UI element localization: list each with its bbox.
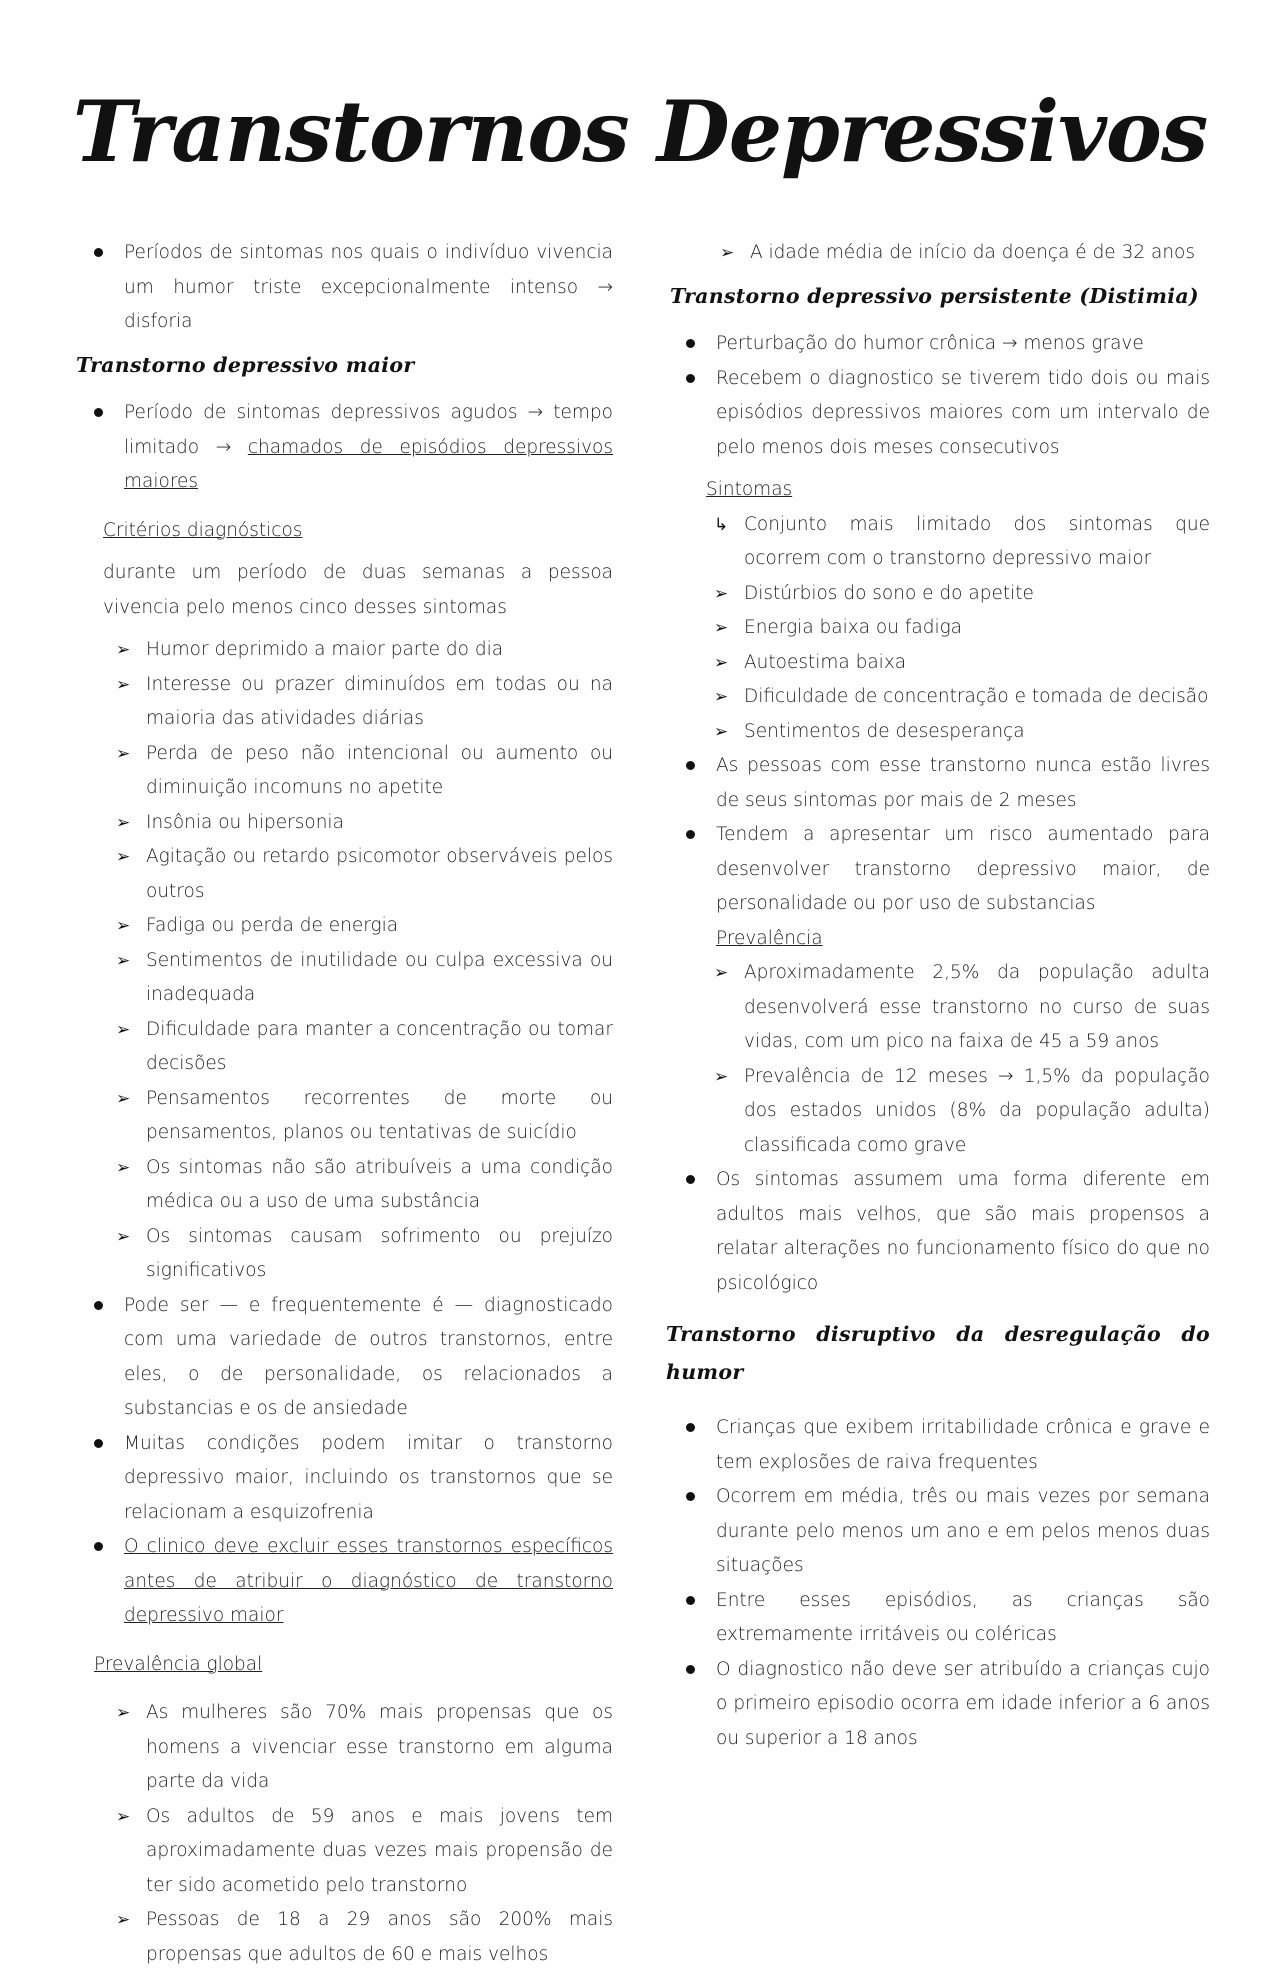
list-item xyxy=(710,611,1210,646)
list-item xyxy=(112,668,613,737)
list-item xyxy=(670,818,1210,922)
arrow-bullet-icon: ➢ xyxy=(714,721,729,742)
arrow-bullet-icon: ➢ xyxy=(714,652,729,673)
mdd-notes-list xyxy=(78,1289,613,1634)
list-item xyxy=(710,1060,1210,1164)
list-item xyxy=(710,956,1210,1060)
list-item xyxy=(670,327,1210,362)
comorbidity-text: Pode ser — e frequentemente é — diagnosticado com uma variedade de outros transtornos, entre eles, o de personalidade, os relacionados a substancias e os de ansiedade xyxy=(124,1294,613,1419)
list-item xyxy=(710,577,1210,612)
symptoms-label: Sintomas xyxy=(706,479,793,500)
list-item xyxy=(78,236,613,340)
list-item-text: Os adultos de 59 anos e mais jovens tem aproximadamente duas vezes mais propensão de ter sido acometido pelo transtorno xyxy=(146,1805,613,1896)
dysthymia-notes-list xyxy=(670,749,1210,922)
list-item xyxy=(78,396,613,500)
list-item-text: Prevalência de 12 meses → 1,5% da população dos estados unidos (8% da população adulta) classificada como grave xyxy=(744,1065,1210,1156)
exclusion-text: O clinico deve excluir esses transtornos específicos antes de atribuir o diagnóstico de transtorno depressivo maior xyxy=(124,1536,613,1626)
arrow-bullet-icon: ➢ xyxy=(714,618,729,638)
arrow-bullet-icon: ➢ xyxy=(116,1703,131,1723)
list-item xyxy=(670,1584,1210,1653)
list-item xyxy=(112,1903,613,1972)
global-prevalence-label: Prevalência global xyxy=(94,1653,263,1675)
arrow-bullet-icon: ➢ xyxy=(714,687,729,707)
list-item-text: Fadiga ou perda de energia xyxy=(146,915,399,936)
list-item-text: Pessoas de 18 a 29 anos são 200% mais propensas que adultos de 60 e mais velhos xyxy=(146,1909,613,1965)
left-column xyxy=(78,236,613,1972)
dmdd-between-episodes-text: Entre esses episódios, as crianças são extremamente irritáveis ou coléricas xyxy=(716,1589,1210,1645)
arrow-bullet-icon: ➢ xyxy=(116,1019,131,1040)
return-arrow-icon: ↳ xyxy=(714,514,729,535)
list-item xyxy=(112,944,613,1013)
list-item-text: Os sintomas não são atribuíveis a uma condição médica ou a uso de uma substância xyxy=(146,1156,613,1212)
arrow-bullet-icon: ➢ xyxy=(116,812,131,833)
heading-mdd: Transtorno depressivo maior xyxy=(76,352,415,377)
older-adults-text: Os sintomas assumem uma forma diferente em adultos mais velhos, que são mais propensos a relatar alterações no funcionamento físico do que no psicológico xyxy=(716,1169,1210,1294)
mdd-period-text: Período de sintomas depressivos agudos → tempo limitado → xyxy=(124,402,613,458)
list-item xyxy=(112,1696,613,1800)
arrow-bullet-icon: ➢ xyxy=(116,1088,131,1109)
list-item xyxy=(112,909,613,944)
onset-list xyxy=(716,236,1210,271)
risk-text: Tendem a apresentar um risco aumentado para desenvolver transtorno depressivo maior, de personalidade ou por uso de substancias xyxy=(716,824,1210,914)
dmdd-irritability-text: Crianças que exibem irritabilidade crônica e grave e tem explosões de raiva frequentes xyxy=(716,1417,1210,1473)
arrow-bullet-icon: ➢ xyxy=(714,1066,729,1087)
list-item xyxy=(670,749,1210,818)
arrow-bullet-icon: ➢ xyxy=(116,1226,131,1247)
intro-text: Períodos de sintomas nos quais o indivíduo vivencia um humor triste excepcionalmente intenso → disforia xyxy=(124,242,613,332)
heading-dmdd: Transtorno disruptivo da desregulação do humor xyxy=(666,1322,1210,1384)
list-item-text: Sentimentos de inutilidade ou culpa excessiva ou inadequada xyxy=(146,949,613,1005)
arrow-bullet-icon: ➢ xyxy=(116,1910,131,1930)
list-item xyxy=(710,646,1210,681)
list-item xyxy=(710,715,1210,750)
global-prevalence-list xyxy=(112,1696,613,1972)
arrow-bullet-icon: ➢ xyxy=(116,950,131,971)
arrow-bullet-icon: ➢ xyxy=(714,963,729,983)
list-item xyxy=(112,633,613,668)
list-item-text: Pensamentos recorrentes de morte ou pensamentos, planos ou tentativas de suicídio xyxy=(146,1087,613,1143)
arrow-bullet-icon: ➢ xyxy=(116,847,131,867)
mdd-period-underlined: chamados de episódios depressivos maiores xyxy=(124,436,613,492)
arrow-bullet-icon: ➢ xyxy=(116,1806,131,1827)
list-item xyxy=(112,1151,613,1220)
list-item-text: Os sintomas causam sofrimento ou prejuízo significativos xyxy=(146,1225,613,1281)
list-item-text: Dificuldade de concentração e tomada de decisão xyxy=(744,686,1209,707)
list-item xyxy=(112,840,613,909)
list-item xyxy=(670,1480,1210,1584)
older-adults-list xyxy=(670,1163,1210,1301)
list-item-text: Dificuldade para manter a concentração ou tomar decisões xyxy=(146,1018,613,1074)
list-item xyxy=(670,1163,1210,1301)
dmdd-frequency-text: Ocorrem em média, três ou mais vezes por semana durante pelo menos um ano e em pelos menos duas situações xyxy=(716,1486,1210,1576)
list-item xyxy=(78,1289,613,1427)
arrow-bullet-icon: ➢ xyxy=(116,1157,131,1178)
symptom-free-text: As pessoas com esse transtorno nunca estão livres de seus sintomas por mais de 2 meses xyxy=(716,755,1210,811)
list-item xyxy=(78,1530,613,1634)
list-item-text: Sentimentos de desesperança xyxy=(744,720,1025,742)
list-item xyxy=(670,1653,1210,1757)
arrow-bullet-icon: ➢ xyxy=(116,640,131,660)
page-title: Transtornos Depressivos xyxy=(72,82,1208,181)
dysthymia-list xyxy=(670,327,1210,465)
dysthymia-prevalence-label: Prevalência xyxy=(716,927,823,949)
list-item xyxy=(670,362,1210,466)
criteria-symptom-list xyxy=(112,633,613,1289)
list-item xyxy=(78,1427,613,1531)
mdd-list xyxy=(78,396,613,500)
criteria-label: Critérios diagnósticos xyxy=(103,519,303,541)
list-item xyxy=(710,680,1210,715)
list-item xyxy=(112,1800,613,1904)
dmdd-list xyxy=(670,1411,1210,1756)
mimic-text: Muitas condições podem imitar o transtorno depressivo maior, incluindo os transtornos que se relacionam a esquizofrenia xyxy=(124,1432,613,1523)
arrow-bullet-icon: ➢ xyxy=(116,674,131,695)
dmdd-age-text: O diagnostico não deve ser atribuído a crianças cujo o primeiro episodio ocorra em idade inferior a 6 anos ou superior a 18 anos xyxy=(716,1658,1210,1749)
list-item-text: Insônia ou hipersonia xyxy=(146,811,344,833)
intro-list xyxy=(78,236,613,340)
list-item-text: Perda de peso não intencional ou aumento ou diminuição incomuns no apetite xyxy=(146,742,613,798)
arrow-bullet-icon: ➢ xyxy=(714,583,729,604)
list-item xyxy=(112,1220,613,1289)
list-item-text: Distúrbios do sono e do apetite xyxy=(744,582,1034,604)
onset-text: A idade média de início da doença é de 32 anos xyxy=(750,242,1196,263)
arrow-bullet-icon: ➢ xyxy=(116,743,131,764)
list-item-text: Humor deprimido a maior parte do dia xyxy=(146,639,504,660)
symptoms-intro-text: Conjunto mais limitado dos sintomas que ocorrem com o transtorno depressivo maior xyxy=(744,513,1210,569)
heading-dysthymia: Transtorno depressivo persistente (Distimia) xyxy=(670,283,1199,308)
arrow-bullet-icon: ➢ xyxy=(116,916,131,936)
list-item xyxy=(670,1411,1210,1480)
list-item-text: Aproximadamente 2,5% da população adulta desenvolverá esse transtorno no curso de suas vidas, com um pico na faixa de 45 a 59 anos xyxy=(744,962,1210,1052)
list-item xyxy=(112,806,613,841)
dysthymia-symptom-list xyxy=(710,508,1210,750)
list-item xyxy=(112,1013,613,1082)
right-column xyxy=(666,236,1210,1756)
dysthymia-diagnosis-text: Recebem o diagnostico se tiverem tido dois ou mais episódios depressivos maiores com um intervalo de pelo menos dois meses consecutivos xyxy=(716,367,1210,458)
list-item-text: Agitação ou retardo psicomotor observáveis pelos outros xyxy=(146,846,613,902)
dysthymia-prevalence-list xyxy=(710,956,1210,1163)
list-item xyxy=(710,508,1210,577)
arrow-bullet-icon: ➢ xyxy=(720,243,735,263)
list-item xyxy=(112,1082,613,1151)
list-item xyxy=(716,236,1210,271)
list-item-text: Energia baixa ou fadiga xyxy=(744,617,963,638)
criteria-text: durante um período de duas semanas a pessoa vivencia pelo menos cinco desses sintomas xyxy=(103,562,613,618)
list-item xyxy=(112,737,613,806)
list-item-text: Autoestima baixa xyxy=(744,651,907,673)
list-item-text: As mulheres são 70% mais propensas que os homens a vivenciar esse transtorno em alguma parte da vida xyxy=(146,1702,613,1792)
dysthymia-mood-text: Perturbação do humor crônica → menos grave xyxy=(716,333,1144,354)
list-item-text: Interesse ou prazer diminuídos em todas ou na maioria das atividades diárias xyxy=(146,673,613,729)
